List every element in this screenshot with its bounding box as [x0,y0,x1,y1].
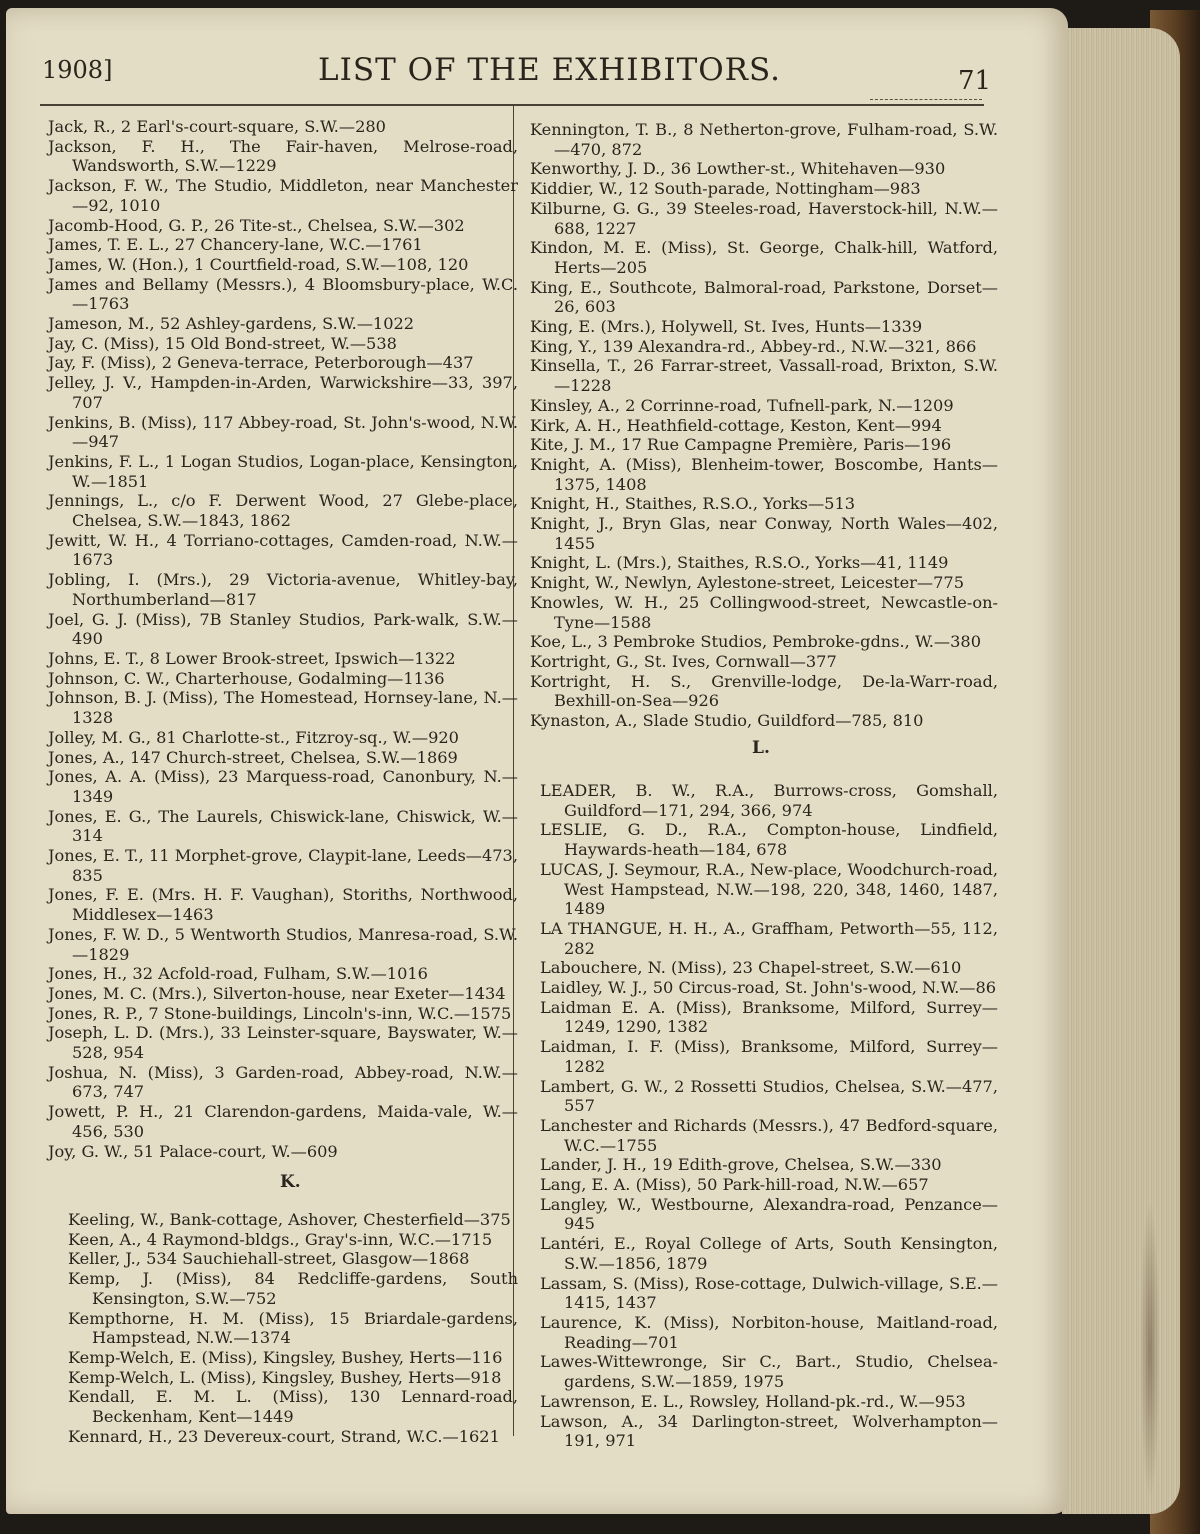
list-item: Knight, W., Newlyn, Aylestone-street, Leicester—775 [530,573,965,593]
page-edges [1062,28,1180,1514]
list-item: LEADER, B. W., R.A., Burrows-cross, Gomshall, Guildford—171, 294, 366, 974 [540,781,998,820]
list-item: Kemp-Welch, L. (Miss), Kingsley, Bushey, Herts—918 [68,1367,502,1387]
list-item: Jones, M. C. (Mrs.), Silverton-house, near Exeter—1434 [48,983,506,1003]
section-l-list [540,781,998,1451]
list-item: Kempthorne, H. M. (Miss), 15 Briardale-gardens, Hampstead, N.W.—1374 [68,1308,518,1348]
list-item: Kindon, M. E. (Miss), St. George, Chalk-hill, Watford, Herts—205 [530,238,998,277]
list-item: Johns, E. T., 8 Lower Brook-street, Ipswich—1322 [48,648,456,668]
list-item: Kemp-Welch, E. (Miss), Kingsley, Bushey, Herts—116 [68,1347,503,1367]
list-item: Jones, F. E. (Mrs. H. F. Vaughan), Storiths, Northwood, Middlesex—1463 [48,885,518,925]
section-heading-l: L. [752,738,770,758]
list-item: Lawrenson, E. L., Rowsley, Holland-pk.-rd., W.—953 [540,1391,966,1411]
page-title: LIST OF THE EXHIBITORS. [318,52,781,88]
list-item: Jenkins, B. (Miss), 117 Abbey-road, St. John's-wood, N.W.—947 [48,412,518,452]
list-item: Laurence, K. (Miss), Norbiton-house, Maitland-road, Reading—701 [540,1312,998,1352]
list-item: Kortright, H. S., Grenville-lodge, De-la-Warr-road, Bexhill-on-Sea—926 [530,671,998,711]
list-item: Johnson, B. J. (Miss), The Homestead, Hornsey-lane, N.—1328 [48,688,518,728]
list-item: Jones, H., 32 Acfold-road, Fulham, S.W.—1016 [48,964,428,984]
list-item: Jacomb-Hood, G. P., 26 Tite-st., Chelsea, S.W.—302 [48,215,465,235]
list-item: Jones, A. A. (Miss), 23 Marquess-road, Canonbury, N.—1349 [48,767,518,806]
list-item: King, E. (Mrs.), Holywell, St. Ives, Hunts—1339 [530,317,923,337]
list-item: Kynaston, A., Slade Studio, Guildford—785, 810 [530,711,924,731]
list-item: Kirk, A. H., Heathfield-cottage, Keston, Kent—994 [530,415,942,435]
list-item: Lawson, A., 34 Darlington-street, Wolverhampton—191, 971 [540,1411,998,1451]
list-item: Jones, F. W. D., 5 Wentworth Studios, Manresa-road, S.W.—1829 [48,924,518,964]
list-item: Jolley, M. G., 81 Charlotte-st., Fitzroy-sq., W.—920 [48,727,459,747]
list-item: Kortright, G., St. Ives, Cornwall—377 [530,651,837,671]
list-item: Kite, J. M., 17 Rue Campagne Première, Paris—196 [530,435,952,455]
list-item: Lanchester and Richards (Messrs.), 47 Bedford-square, W.C.—1755 [540,1115,998,1155]
list-item: LA THANGUE, H. H., A., Graffham, Petworth—55, 112, 282 [540,918,998,958]
list-item: Joseph, L. D. (Mrs.), 33 Leinster-square, Bayswater, W.—528, 954 [48,1023,518,1063]
list-item: Kendall, E. M. L. (Miss), 130 Lennard-road, Beckenham, Kent—1449 [68,1387,518,1427]
list-item: Jameson, M., 52 Ashley-gardens, S.W.—1022 [48,314,415,334]
binding-stain [1140,1200,1160,1500]
list-item: Jewitt, W. H., 4 Torriano-cottages, Camden-road, N.W.—1673 [48,530,518,570]
section-heading-k: K. [280,1172,301,1192]
list-item: Kilburne, G. G., 39 Steeles-road, Haverstock-hill, N.W.—688, 1227 [530,198,998,238]
list-item: Joy, G. W., 51 Palace-court, W.—609 [48,1141,338,1161]
list-item: Jelley, J. V., Hampden-in-Arden, Warwickshire—33, 397, 707 [48,373,518,412]
list-item: Jowett, P. H., 21 Clarendon-gardens, Maida-vale, W.—456, 530 [48,1102,518,1141]
list-item: Keeling, W., Bank-cottage, Ashover, Chesterfield—375 [68,1210,511,1229]
left-column [48,117,518,1161]
list-item: James and Bellamy (Messrs.), 4 Bloomsbury-place, W.C.—1763 [48,274,518,314]
list-item: Jones, A., 147 Church-street, Chelsea, S.W.—1869 [48,747,458,767]
list-item: LUCAS, J. Seymour, R.A., New-place, Woodchurch-road, West Hampstead, N.W.—198, 220, 348, 1460, 1487, 1489 [540,859,998,919]
list-item: Knowles, W. H., 25 Collingwood-street, Newcastle-on-Tyne—1588 [530,592,998,632]
list-item: Jones, E. T., 11 Morphet-grove, Claypit-lane, Leeds—473, 835 [48,846,518,885]
list-item: Labouchere, N. (Miss), 23 Chapel-street, S.W.—610 [540,958,962,978]
list-item: Laidley, W. J., 50 Circus-road, St. John's-wood, N.W.—86 [540,978,997,998]
list-item: Langley, W., Westbourne, Alexandra-road, Penzance—945 [540,1194,998,1234]
list-item: Johnson, C. W., Charterhouse, Godalming—1136 [48,668,445,688]
list-item: Jackson, F. W., The Studio, Middleton, near Manchester—92, 1010 [48,176,518,215]
list-item: Jones, R. P., 7 Stone-buildings, Lincoln's-inn, W.C.—1575 [48,1003,512,1023]
list-item: Jones, E. G., The Laurels, Chiswick-lane, Chiswick, W.—314 [48,806,518,846]
list-item: Joel, G. J. (Miss), 7B Stanley Studios, Park-walk, S.W.—490 [48,609,518,649]
page-number: 71 [958,66,992,96]
list-item: LESLIE, G. D., R.A., Compton-house, Lindfield, Haywards-heath—184, 678 [540,820,998,860]
list-item: Lambert, G. W., 2 Rossetti Studios, Chelsea, S.W.—477, 557 [540,1076,998,1116]
list-item: Joshua, N. (Miss), 3 Garden-road, Abbey-road, N.W.—673, 747 [48,1062,518,1102]
list-item: Jack, R., 2 Earl's-court-square, S.W.—280 [48,117,386,136]
list-item: Laidman, I. F. (Miss), Branksome, Milford, Surrey—1282 [540,1037,998,1076]
list-item: Keller, J., 534 Sauchiehall-street, Glasgow—1868 [68,1249,470,1269]
list-item: Kinsley, A., 2 Corrinne-road, Tufnell-park, N.—1209 [530,395,954,415]
right-column [530,120,998,731]
list-item: King, Y., 139 Alexandra-rd., Abbey-rd., N.W.—321, 866 [530,336,977,356]
list-item: Jackson, F. H., The Fair-haven, Melrose-road, Wandsworth, S.W.—1229 [48,136,518,176]
list-item: Knight, J., Bryn Glas, near Conway, North Wales—402, 1455 [530,514,998,553]
page-year: 1908] [42,56,113,84]
list-item: Kenworthy, J. D., 36 Lowther-st., Whitehaven—930 [530,159,946,179]
list-item: Lassam, S. (Miss), Rose-cottage, Dulwich-village, S.E.—1415, 1437 [540,1273,998,1313]
list-item: James, T. E. L., 27 Chancery-lane, W.C.—1761 [48,235,423,255]
list-item: Lang, E. A. (Miss), 50 Park-hill-road, N.W.—657 [540,1175,929,1195]
list-item: Laidman E. A. (Miss), Branksome, Milford, Surrey—1249, 1290, 1382 [540,997,998,1037]
list-item: Jenkins, F. L., 1 Logan Studios, Logan-place, Kensington, W.—1851 [48,451,518,491]
list-item: King, E., Southcote, Balmoral-road, Parkstone, Dorset—26, 603 [530,277,998,317]
list-item: Jobling, I. (Mrs.), 29 Victoria-avenue, Whitley-bay, Northumberland—817 [48,570,518,609]
list-item: Jennings, L., c/o F. Derwent Wood, 27 Glebe-place, Chelsea, S.W.—1843, 1862 [48,491,518,531]
section-k-list [68,1210,518,1446]
list-item: Lantéri, E., Royal College of Arts, South Kensington, S.W.—1856, 1879 [540,1234,998,1273]
list-item: Lander, J. H., 19 Edith-grove, Chelsea, S.W.—330 [540,1155,942,1175]
list-item: Jay, F. (Miss), 2 Geneva-terrace, Peterborough—437 [48,353,474,373]
list-item: Knight, H., Staithes, R.S.O., Yorks—513 [530,494,856,514]
list-item: Kinsella, T., 26 Farrar-street, Vassall-road, Brixton, S.W.—1228 [530,356,998,396]
list-item: Lawes-Wittewronge, Sir C., Bart., Studio, Chelsea-gardens, S.W.—1859, 1975 [540,1352,998,1392]
list-item: Jay, C. (Miss), 15 Old Bond-street, W.—538 [48,333,397,353]
list-item: Kennard, H., 23 Devereux-court, Strand, W.C.—1621 [68,1426,500,1446]
list-item: Keen, A., 4 Raymond-bldgs., Gray's-inn, W.C.—1715 [68,1229,493,1249]
header-rule [40,104,984,106]
list-item: Kiddier, W., 12 South-parade, Nottingham—983 [530,179,921,199]
list-item: Knight, A. (Miss), Blenheim-tower, Boscombe, Hants—1375, 1408 [530,454,998,494]
header-rule-dashed [870,99,982,100]
list-item: Koe, L., 3 Pembroke Studios, Pembroke-gdns., W.—380 [530,632,982,652]
list-item: Knight, L. (Mrs.), Staithes, R.S.O., Yorks—41, 1149 [530,553,949,573]
list-item: Kemp, J. (Miss), 84 Redcliffe-gardens, South Kensington, S.W.—752 [68,1269,518,1308]
list-item: Kennington, T. B., 8 Netherton-grove, Fulham-road, S.W.—470, 872 [530,120,998,159]
list-item: James, W. (Hon.), 1 Courtfield-road, S.W.—108, 120 [48,254,469,274]
